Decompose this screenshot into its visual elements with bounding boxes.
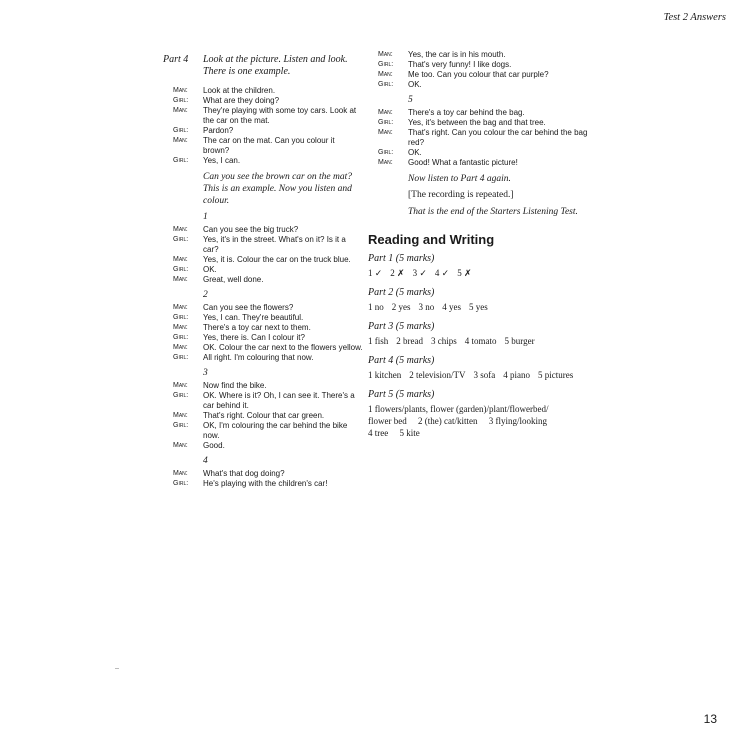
section-number: 1 — [203, 212, 208, 222]
dialogue-line — [368, 70, 603, 80]
rw-part2-heading: Part 2 (5 marks) — [368, 287, 435, 298]
dialogue-text: Great, well done. — [203, 275, 264, 284]
section-number: 2 — [203, 290, 208, 300]
answer-item: 1 no — [368, 302, 384, 312]
dialogue-text: Yes, it's in the street. What's on it? Is it a car? — [203, 235, 346, 254]
dialogue-text: Pardon? — [203, 126, 234, 135]
dialogue-text: That's right. Can you colour the car behind the bag red? — [408, 128, 588, 147]
page-number: 13 — [703, 712, 717, 726]
listen-again-note: Now listen to Part 4 again. — [408, 174, 511, 184]
reading-writing-title: Reading and Writing — [368, 232, 495, 247]
dialogue-sections-left — [163, 212, 363, 489]
dialogue-line — [163, 156, 363, 166]
answer-item: 4 tomato — [464, 336, 497, 346]
running-head: Test 2 Answers — [663, 12, 726, 23]
speaker-label: Girl: — [173, 392, 189, 399]
dialogue-text: OK. — [203, 265, 217, 274]
speaker-label: Man: — [378, 71, 393, 78]
listening-transcript-column — [163, 54, 363, 489]
dialogue-line — [368, 148, 603, 158]
speaker-label: Girl: — [173, 157, 189, 164]
rw-part4-answers — [368, 369, 603, 382]
answer-item: 1 ✓ — [368, 268, 383, 278]
speaker-label: Girl: — [378, 149, 394, 156]
example-note: Can you see the brown car on the mat? This is an example. Now you listen and colour. — [203, 172, 352, 206]
speaker-label: Man: — [173, 470, 188, 477]
rw-part1-heading: Part 1 (5 marks) — [368, 253, 435, 264]
answer-item: 3 no — [418, 302, 435, 312]
dialogue-text: Yes, I can. — [203, 156, 241, 165]
speaker-label: Man: — [173, 107, 188, 114]
dialogue-text: OK. — [408, 148, 422, 157]
dialogue-line — [163, 441, 363, 451]
dialogue-line — [163, 96, 363, 106]
dialogue-text: OK, I'm colouring the car behind the bike now. — [203, 421, 348, 440]
dialogue-line — [163, 353, 363, 363]
speaker-label: Girl: — [378, 119, 394, 126]
answers-column — [368, 50, 603, 446]
dialogue-line — [163, 265, 363, 275]
answer-item: 1 fish — [368, 336, 389, 346]
part4-instruction: Look at the picture. Listen and look. There is one example. — [203, 54, 348, 77]
example-dialogue — [163, 86, 363, 166]
part4-label: Part 4 — [163, 54, 189, 65]
dialogue-line — [368, 80, 603, 90]
dialogue-text: Now find the bike. — [203, 381, 267, 390]
dialogue-text: OK. Where is it? Oh, I can see it. There's a car behind it. — [203, 391, 355, 410]
dialogue-line — [163, 275, 363, 285]
repeated-note: [The recording is repeated.] — [408, 190, 514, 200]
dialogue-text: Yes, it's between the bag and that tree. — [408, 118, 546, 127]
answer-item: 2 bread — [396, 336, 423, 346]
answer-line: flower bed 2 (the) cat/kitten 3 flying/looking — [368, 416, 547, 426]
dialogue-sections-right — [368, 50, 603, 168]
dialogue-text: OK. Colour the car next to the flowers yellow. — [203, 343, 363, 352]
dialogue-text: What's that dog doing? — [203, 469, 285, 478]
answer-item: 2 television/TV — [409, 370, 466, 380]
speaker-label: Man: — [378, 159, 393, 166]
dialogue-line — [163, 313, 363, 323]
rw-part5 — [368, 389, 603, 439]
speaker-label: Girl: — [173, 314, 189, 321]
rw-part3 — [368, 321, 603, 348]
rw-part1 — [368, 253, 603, 280]
speaker-label: Man: — [378, 129, 393, 136]
part4-heading — [163, 54, 363, 78]
answer-item: 4 ✓ — [434, 268, 450, 278]
speaker-label: Girl: — [173, 266, 189, 273]
speaker-label: Man: — [378, 51, 393, 58]
dialogue-text: There's a toy car next to them. — [203, 323, 311, 332]
speaker-label: Girl: — [173, 334, 189, 341]
answer-item: 4 piano — [503, 370, 530, 380]
dialogue-line — [163, 391, 363, 411]
answer-item: 2 yes — [391, 302, 411, 312]
speaker-label: Girl: — [173, 127, 189, 134]
speaker-label: Man: — [173, 276, 188, 283]
dialogue-text: Good! What a fantastic picture! — [408, 158, 518, 167]
dialogue-text: Yes, there is. Can I colour it? — [203, 333, 305, 342]
dialogue-text: Look at the children. — [203, 86, 276, 95]
rw-part3-answers — [368, 335, 603, 348]
dialogue-line — [163, 381, 363, 391]
dialogue-line — [163, 225, 363, 235]
dialogue-line — [163, 235, 363, 255]
dialogue-text: OK. — [408, 80, 422, 89]
speaker-label: Man: — [173, 382, 188, 389]
dialogue-line — [163, 343, 363, 353]
answer-item: 5 ✗ — [457, 268, 472, 278]
dialogue-text: What are they doing? — [203, 96, 280, 105]
speaker-label: Girl: — [173, 236, 189, 243]
margin-mark — [115, 668, 119, 669]
speaker-label: Man: — [173, 442, 188, 449]
answer-line: 1 flowers/plants, flower (garden)/plant/flowerbed/ — [368, 404, 549, 414]
section-number: 4 — [203, 456, 208, 466]
answer-item: 5 pictures — [538, 370, 574, 380]
dialogue-line — [163, 469, 363, 479]
rw-part2-answers — [368, 301, 603, 314]
answer-item: 3 sofa — [473, 370, 496, 380]
rw-part5-answers — [368, 403, 603, 439]
rw-part4-heading: Part 4 (5 marks) — [368, 355, 435, 366]
speaker-label: Girl: — [173, 97, 189, 104]
dialogue-text: Yes, it is. Colour the car on the truck blue. — [203, 255, 351, 264]
dialogue-line — [163, 303, 363, 313]
dialogue-line — [368, 60, 603, 70]
speaker-label: Girl: — [173, 480, 189, 487]
dialogue-line — [368, 158, 603, 168]
speaker-label: Girl: — [378, 61, 394, 68]
speaker-label: Girl: — [173, 422, 189, 429]
dialogue-text: Can you see the big truck? — [203, 225, 299, 234]
answer-item: 3 ✓ — [412, 268, 427, 278]
speaker-label: Man: — [173, 324, 188, 331]
dialogue-text: He's playing with the children's car! — [203, 479, 328, 488]
speaker-label: Girl: — [173, 354, 189, 361]
dialogue-line — [163, 323, 363, 333]
dialogue-text: That's very funny! I like dogs. — [408, 60, 512, 69]
answer-item: 1 kitchen — [368, 370, 402, 380]
dialogue-line — [368, 118, 603, 128]
dialogue-text: The car on the mat. Can you colour it brown? — [203, 136, 335, 155]
speaker-label: Man: — [173, 226, 188, 233]
dialogue-text: All right. I'm colouring that now. — [203, 353, 314, 362]
dialogue-text: Good. — [203, 441, 225, 450]
speaker-label: Man: — [173, 87, 188, 94]
rw-part3-heading: Part 3 (5 marks) — [368, 321, 435, 332]
dialogue-line — [368, 50, 603, 60]
dialogue-line — [163, 255, 363, 265]
answer-item: 3 chips — [431, 336, 457, 346]
dialogue-line — [163, 333, 363, 343]
answer-item: 2 ✗ — [390, 268, 405, 278]
answer-item: 5 burger — [504, 336, 535, 346]
speaker-label: Man: — [173, 137, 188, 144]
dialogue-line — [163, 136, 363, 156]
dialogue-text: They're playing with some toy cars. Look at the car on the mat. — [203, 106, 357, 125]
dialogue-text: That's right. Colour that car green. — [203, 411, 325, 420]
dialogue-text: Yes, I can. They're beautiful. — [203, 313, 304, 322]
answer-line: 4 tree 5 kite — [368, 428, 420, 438]
dialogue-text: There's a toy car behind the bag. — [408, 108, 525, 117]
dialogue-line — [163, 479, 363, 489]
dialogue-text: Yes, the car is in his mouth. — [408, 50, 506, 59]
rw-part2 — [368, 287, 603, 314]
speaker-label: Man: — [173, 344, 188, 351]
answer-item: 5 yes — [469, 302, 488, 312]
section-number: 5 — [408, 95, 413, 105]
dialogue-line — [163, 421, 363, 441]
speaker-label: Girl: — [378, 81, 394, 88]
rw-part1-answers — [368, 267, 603, 280]
dialogue-line — [368, 108, 603, 118]
dialogue-line — [163, 411, 363, 421]
speaker-label: Man: — [378, 109, 393, 116]
rw-part4 — [368, 355, 603, 382]
speaker-label: Man: — [173, 412, 188, 419]
dialogue-line — [163, 126, 363, 136]
speaker-label: Man: — [173, 256, 188, 263]
dialogue-text: Me too. Can you colour that car purple? — [408, 70, 549, 79]
answer-item: 4 yes — [442, 302, 461, 312]
dialogue-line — [163, 86, 363, 96]
dialogue-text: Can you see the flowers? — [203, 303, 294, 312]
speaker-label: Man: — [173, 304, 188, 311]
rw-part5-heading: Part 5 (5 marks) — [368, 389, 435, 400]
dialogue-line — [163, 106, 363, 126]
dialogue-line — [368, 128, 603, 148]
end-note: That is the end of the Starters Listening Test. — [408, 207, 578, 217]
section-number: 3 — [203, 368, 208, 378]
